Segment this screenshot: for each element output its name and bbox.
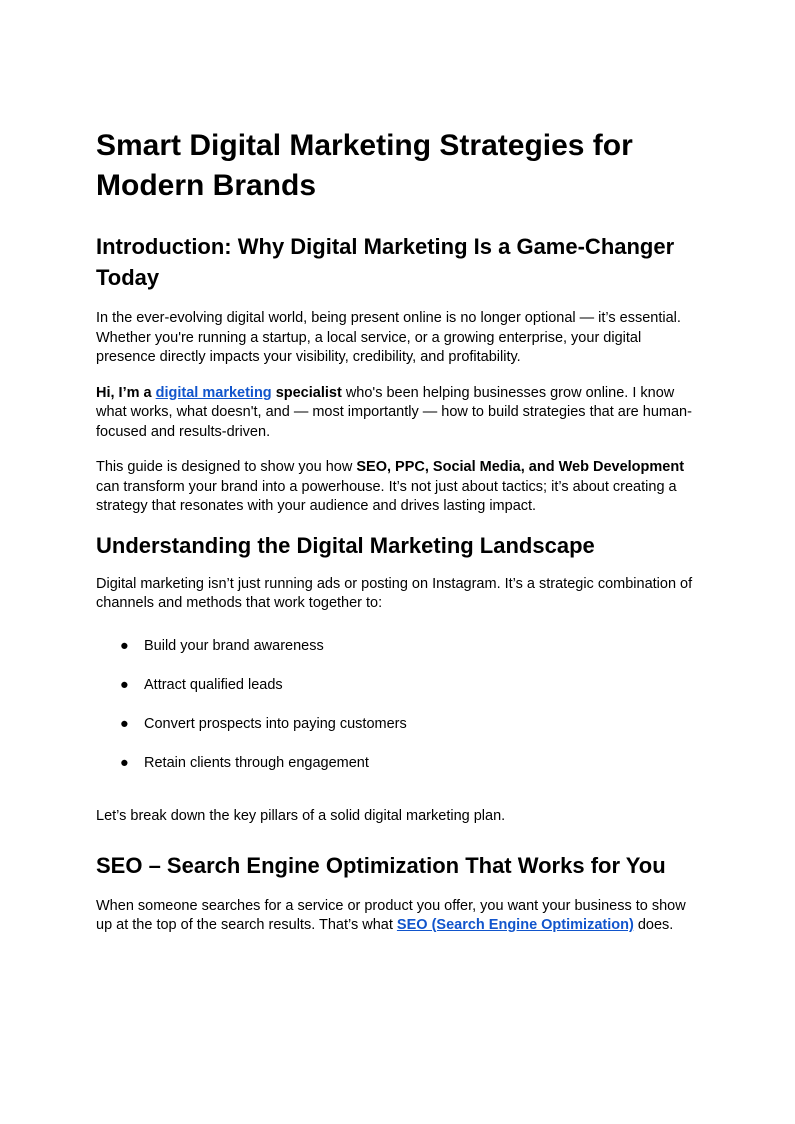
intro-paragraph-1: In the ever-evolving digital world, being present online is no longer optional — it’s essential. Whether you're running a startup, a local service, or a growing enterprise, your digital presence directly impacts your visibility, credibility, and profitability. bbox=[96, 310, 681, 365]
document-title: Smart Digital Marketing Strategies for Modern Brands bbox=[96, 129, 633, 202]
intro-greeting: Hi, I’m a bbox=[96, 384, 156, 401]
intro-paragraph-3 bbox=[96, 458, 699, 517]
list-item-text: Build your brand awareness bbox=[144, 637, 324, 654]
landscape-paragraph-1: Digital marketing isn’t just running ads or posting on Instagram. It’s a strategic combination of channels and methods that work together to: bbox=[96, 575, 693, 611]
seo-paragraph-1 bbox=[96, 897, 699, 936]
list-item-text: Convert prospects into paying customers bbox=[144, 715, 407, 732]
bullet-icon: ● bbox=[120, 754, 129, 771]
list-item-text: Retain clients through engagement bbox=[144, 754, 369, 771]
digital-marketing-link[interactable]: digital marketing bbox=[155, 384, 272, 401]
specialist-text: specialist bbox=[271, 384, 342, 401]
seo-paragraph-1-suffix: does. bbox=[633, 917, 674, 933]
landscape-heading: Understanding the Digital Marketing Landscape bbox=[96, 532, 595, 558]
landscape-paragraph-2: Let’s break down the key pillars of a solid digital marketing plan. bbox=[96, 808, 506, 824]
bullet-icon: ● bbox=[120, 715, 129, 732]
intro-heading: Introduction: Why Digital Marketing Is a Game-Changer Today bbox=[96, 234, 675, 290]
bullet-icon: ● bbox=[120, 637, 129, 654]
intro-paragraph-2 bbox=[96, 384, 699, 443]
intro-paragraph-3-rest: can transform your brand into a powerhouse. It’s not just about tactics; it’s about creating a strategy that resonates with your audience and drives lasting impact. bbox=[96, 478, 677, 514]
seo-link[interactable]: SEO (Search Engine Optimization) bbox=[396, 917, 634, 933]
list-item bbox=[96, 715, 699, 735]
list-item bbox=[96, 754, 699, 774]
list-item-text: Attract qualified leads bbox=[144, 676, 283, 693]
landscape-bullet-list bbox=[96, 637, 699, 774]
seo-heading: SEO – Search Engine Optimization That Works for You bbox=[96, 852, 666, 878]
intro-paragraph-2-rest: who's been helping businesses grow online. I know what works, what doesn't, and — most importantly — how to build strategies that are human-focused and results-driven. bbox=[96, 384, 692, 440]
services-list-text: SEO, PPC, Social Media, and Web Development bbox=[356, 459, 685, 475]
seo-paragraph-1-prefix: When someone searches for a service or product you offer, you want your business to show up at the top of the search results. That’s what bbox=[96, 897, 686, 933]
list-item bbox=[96, 676, 699, 696]
list-item bbox=[96, 637, 699, 657]
intro-paragraph-3-prefix: This guide is designed to show you how bbox=[96, 459, 357, 475]
bullet-icon: ● bbox=[120, 676, 129, 693]
